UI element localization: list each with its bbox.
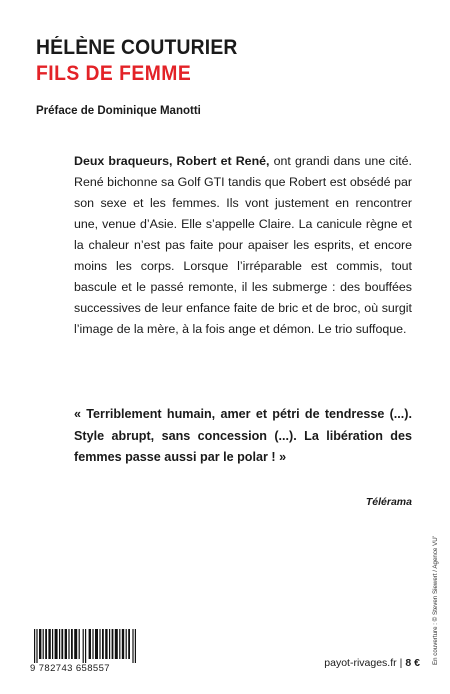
photo-credit: En couverture : © Steven Siewert / Agence VU' — [432, 536, 439, 665]
press-quote: « Terriblement humain, amer et pétri de tendresse (...). Style abrupt, sans concession (...). La libération des femmes passe aussi par le polar ! » — [74, 407, 412, 464]
publisher-footer — [324, 657, 420, 669]
book-title: FILS DE FEMME — [36, 62, 192, 85]
isbn-digits: 9 782743 658557 — [30, 663, 110, 674]
blurb-body: ont grandi dans une cité. René bichonne sa Golf GTI tandis que Robert est obsédé par son sexe et les femmes. Ils vont justement en rencontrer une, venue d’Asie. Elle s’appelle Claire. La canicule règne et la chaleur n’est pas faite pour apaiser les esprits, et encore moins les corps. Lorsque l’irréparable est commis, tout bascule et le passé remonte, il les submerge : des bouffées successives de leur enfance faite de bric et de broc, où surgit l’image de la mère, à la fois ange et démon. Le trio suffoque. — [74, 154, 412, 336]
price-label: 8 € — [405, 657, 420, 669]
author-name: HÉLÈNE COUTURIER — [36, 36, 238, 59]
blurb-lead: Deux braqueurs, Robert et René, — [74, 154, 270, 168]
publisher-website: payot-rivages.fr — [324, 657, 397, 669]
preface-credit: Préface de Dominique Manotti — [36, 105, 201, 117]
quote-source: Télérama — [365, 496, 412, 508]
blurb-paragraph — [74, 151, 412, 340]
footer-separator: | — [399, 657, 403, 669]
